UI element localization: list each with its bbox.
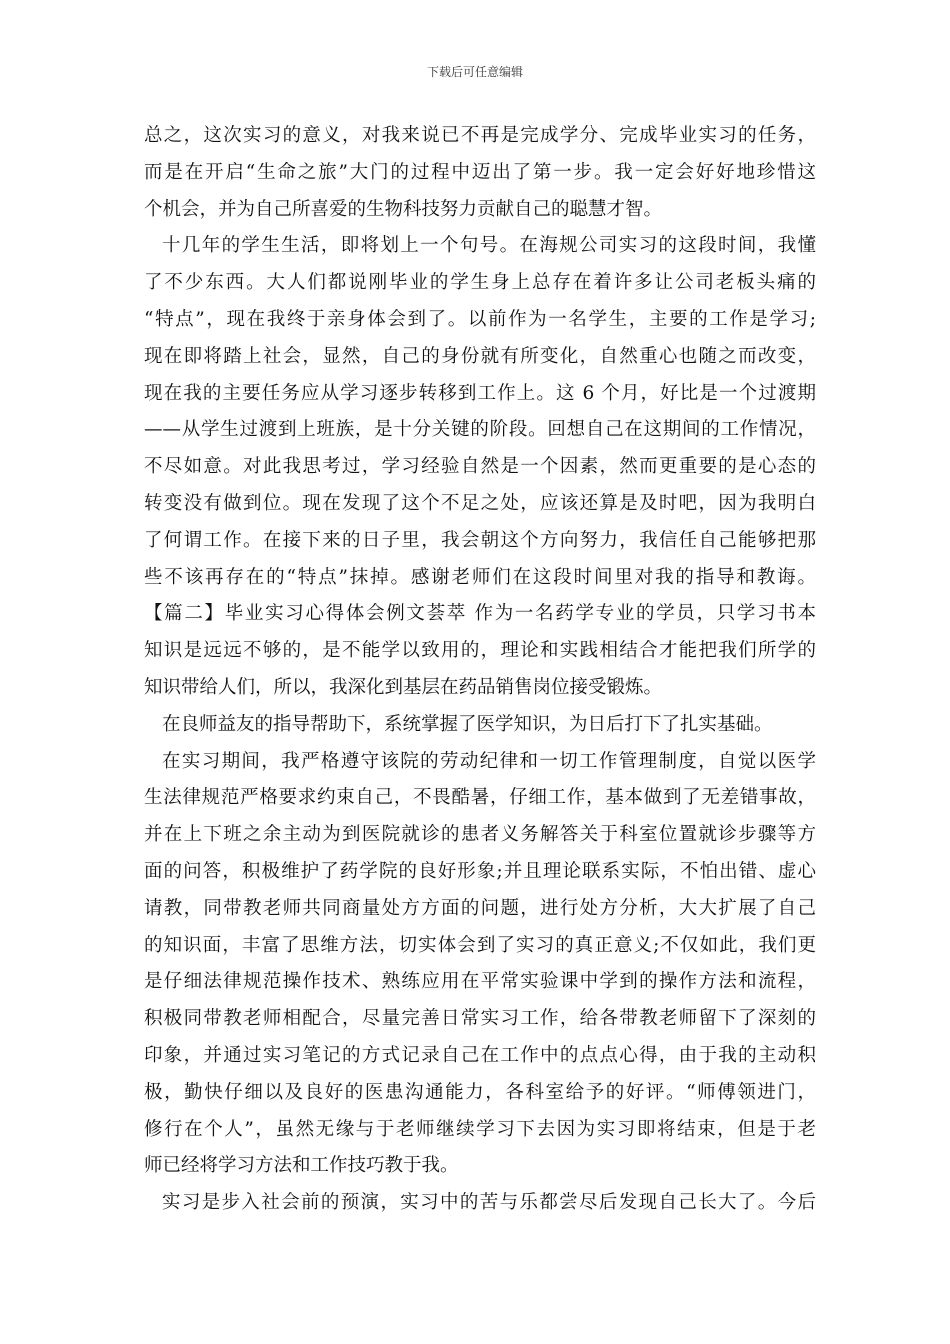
text-line: 了不少东西。大人们都说刚毕业的学生身上总存在着许多让公司老板头痛的 (144, 272, 816, 294)
text-line: 的知识面，丰富了思维方法，切实体会到了实习的真正意义;不仅如此，我们更 (144, 934, 816, 956)
text-line: 些不该再存在的“特点”抹掉。感谢老师们在这段时间里对我的指导和教诲。 (144, 566, 816, 588)
text-line: 在实习期间，我严格遵守该院的劳动纪律和一切工作管理制度，自觉以医学 (162, 750, 816, 772)
text-line: 是仔细法律规范操作技术、熟练应用在平常实验课中学到的操作方法和流程， (144, 971, 816, 993)
text-line: 了何谓工作。在接下来的日子里，我会朝这个方向努力，我信任自己能够把那 (144, 529, 816, 551)
text-line: 修行在个人”，虽然无缘与于老师继续学习下去因为实习即将结束，但是于老 (144, 1118, 816, 1140)
text-line: 知识是远远不够的，是不能学以致用的，理论和实践相结合才能把我们所学的 (144, 640, 816, 662)
text-line: 现在我的主要任务应从学习逐步转移到工作上。这 6 个月，好比是一个过渡期 (144, 382, 816, 404)
text-line: 积极同带教老师相配合，尽量完善日常实习工作，给各带教老师留下了深刻的 (144, 1008, 816, 1030)
text-line: 现在即将踏上社会，显然，自己的身份就有所变化，自然重心也随之而改变， (144, 345, 816, 367)
text-line: 转变没有做到位。现在发现了这个不足之处，应该还算是及时吧，因为我明白 (144, 492, 816, 514)
text-line: 不尽如意。对此我思考过，学习经验自然是一个因素，然而更重要的是心态的 (144, 456, 816, 478)
text-line: 请教，同带教老师共同商量处方方面的问题，进行处方分析，大大扩展了自己 (144, 897, 816, 919)
text-line: 个机会，并为自己所喜爱的生物科技努力贡献自己的聪慧才智。 (144, 198, 663, 220)
text-line: 印象，并通过实习笔记的方式记录自己在工作中的点点心得，由于我的主动积 (144, 1044, 816, 1066)
document-body (144, 118, 816, 1222)
text-line: 极，勤快仔细以及良好的医患沟通能力，各科室给予的好评。“师傅领进门， (144, 1081, 816, 1103)
text-line: ——从学生过渡到上班族，是十分关键的阶段。回想自己在这期间的工作情况， (144, 419, 816, 441)
text-line: 十几年的学生生活，即将划上一个句号。在海规公司实习的这段时间，我懂 (162, 235, 816, 257)
text-line: 【篇二】毕业实习心得体会例文荟萃 作为一名药学专业的学员，只学习书本 (144, 603, 816, 625)
text-line: 实习是步入社会前的预演，实习中的苦与乐都尝尽后发现自己长大了。今后 (162, 1192, 816, 1214)
text-line: 而是在开启“生命之旅”大门的过程中迈出了第一步。我一定会好好地珍惜这 (144, 161, 816, 183)
text-line: 生法律规范严格要求约束自己，不畏酷暑，仔细工作，基本做到了无差错事故， (144, 787, 816, 809)
text-line: 面的问答，积极维护了药学院的良好形象;并且理论联系实际，不怕出错、虚心 (144, 860, 816, 882)
text-line: 知识带给人们，所以，我深化到基层在药品销售岗位接受锻炼。 (144, 676, 663, 698)
text-line: 师已经将学习方法和工作技巧教于我。 (144, 1155, 459, 1177)
text-line: “特点”，现在我终于亲身体会到了。以前作为一名学生，主要的工作是学习; (144, 308, 816, 330)
page-header: 下载后可任意编辑 (426, 65, 523, 79)
text-line: 并在上下班之余主动为到医院就诊的患者义务解答关于科室位置就诊步骤等方 (144, 824, 816, 846)
text-line: 在良师益友的指导帮助下，系统掌握了医学知识，为日后打下了扎实基础。 (162, 713, 773, 735)
text-line: 总之，这次实习的意义，对我来说已不再是完成学分、完成毕业实习的任务， (144, 125, 816, 146)
